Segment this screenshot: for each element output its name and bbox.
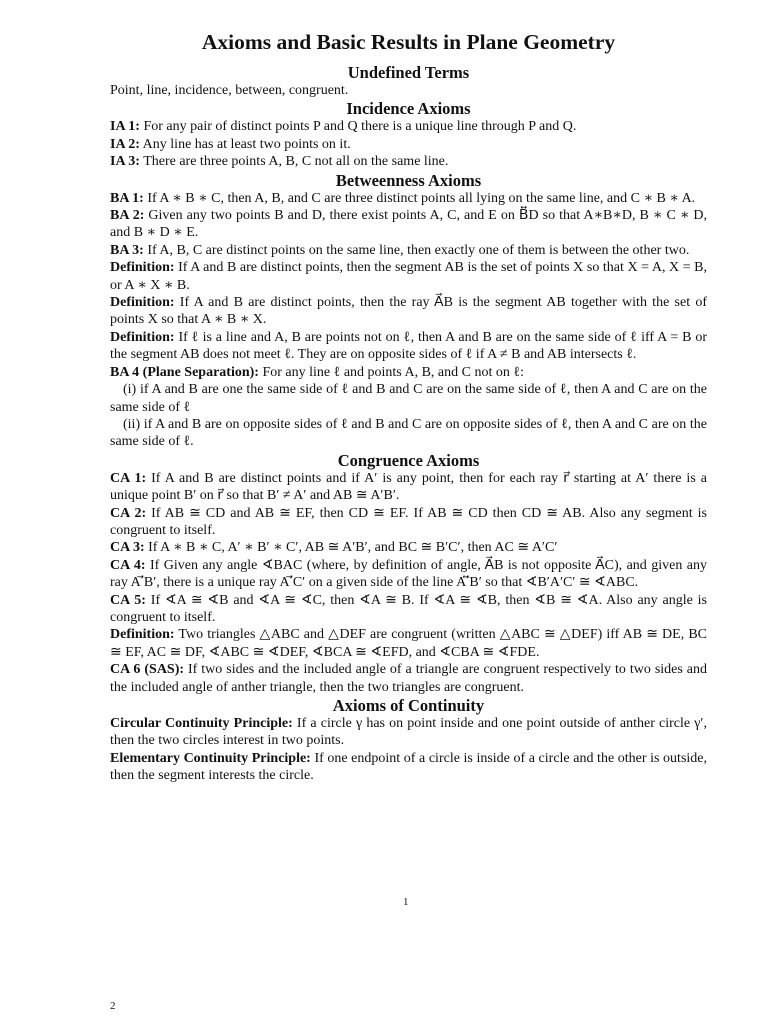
paragraph-label: BA 1: — [110, 190, 144, 206]
paragraph-text: If Given any angle ∢BAC (where, by definition of angle, A⃗B is not opposite A⃗C), and given any ray A′⃗B′, there is a unique ray A′⃗C′ on a given side of the line A′⃡B′ so that ∢B′A′C′ ≅ ∢ABC. — [110, 557, 707, 591]
paragraph-text: If A and B are distinct points and if A′ is any point, then for each ray r⃗ starting at A′ there is a unique point B′ on r⃗ so that B′ ≠ A′ and AB ≅ A′B′. — [110, 470, 707, 504]
section-heading: Betweenness Axioms — [335, 170, 482, 190]
paragraph-label: CA 4: — [110, 557, 146, 573]
paragraph-label: CA 6 (SAS): — [110, 662, 185, 678]
labeled-paragraph — [110, 118, 707, 135]
paragraph-label: CA 1: — [110, 470, 147, 486]
labeled-paragraph — [110, 329, 707, 364]
section-heading: Axioms of Continuity — [332, 696, 485, 715]
labeled-paragraph — [110, 242, 707, 259]
labeled-paragraph — [110, 539, 707, 556]
paragraph-text: If A and B are distinct points, then the ray A⃗B is the segment AB together with the set of points X so that A ∗ B ∗ X. — [110, 295, 707, 328]
paragraph-text: Given any two points B and D, there exist points A, C, and E on B⃡D so that A∗B∗D, B ∗ C ∗ D, and B ∗ D ∗ E. — [110, 208, 708, 241]
paragraph — [110, 82, 707, 99]
labeled-paragraph — [110, 207, 707, 242]
paragraph-label: IA 2: — [110, 136, 140, 152]
labeled-paragraph — [110, 750, 707, 785]
paragraph — [110, 381, 707, 416]
labeled-paragraph — [110, 470, 707, 505]
labeled-paragraph — [110, 505, 707, 540]
labeled-paragraph — [110, 715, 707, 750]
paragraph-text: If A and B are distinct points, then the segment AB is the set of points X so that X = A, X = B, or A ∗ X ∗ B. — [110, 260, 707, 293]
paragraph-text: Two triangles △ABC and △DEF are congruent (written △ABC ≅ △DEF) iff AB ≅ DE, BC ≅ EF, AC ≅ DF, ∢ABC ≅ ∢DEF, ∢BCA ≅ ∢EFD, and ∢CBA ≅ ∢FDE. — [110, 627, 707, 660]
paragraph-label: IA 3: — [110, 154, 140, 170]
page-number-inner: 1 — [403, 896, 409, 908]
paragraph-text: If two sides and the included angle of a triangle are congruent respectively to two sides and the included angle of anther triangle, then the two triangles are congruent. — [110, 662, 707, 695]
paragraph-text: There are three points A, B, C not all on the same line. — [139, 154, 449, 170]
paragraph-text: If ℓ is a line and A, B are points not on ℓ, then A and B are on the same side of ℓ iff A = B or the segment AB does not meet ℓ. They are on opposite sides of ℓ if A ≠ B and AB intersects ℓ. — [110, 329, 707, 363]
page-number-outer: 2 — [110, 1000, 116, 1012]
paragraph-text: If a circle γ has on point inside and one point outside of anther circle γ′, then the two circles interest in two points. — [110, 716, 707, 749]
labeled-paragraph — [110, 626, 707, 661]
paragraph-text: If A ∗ B ∗ C, then A, B, and C are three distinct points all lying on the same line, and C ∗ B ∗ A. — [143, 190, 696, 206]
paragraph-label: BA 4 (Plane Separation): — [110, 364, 259, 380]
labeled-paragraph — [110, 294, 707, 329]
paragraph-text: If AB ≅ CD and AB ≅ EF, then CD ≅ EF. If AB ≅ CD then CD ≅ AB. Also any segment is congruent to itself. — [110, 505, 707, 538]
labeled-paragraph — [110, 136, 707, 153]
paragraph-label: BA 3: — [110, 242, 144, 258]
section-heading: Undefined Terms — [347, 63, 470, 82]
paragraph-label: CA 3: — [110, 540, 145, 556]
labeled-paragraph — [110, 592, 707, 627]
paragraph-label: Definition: — [110, 329, 175, 345]
labeled-paragraph — [110, 259, 707, 294]
paragraph-label: IA 1: — [110, 119, 140, 135]
page-title: Axioms and Basic Results in Plane Geometry — [201, 30, 616, 54]
document-page — [110, 28, 707, 785]
section-heading: Incidence Axioms — [346, 99, 471, 119]
section-heading: Congruence Axioms — [337, 450, 480, 470]
paragraph-text: If one endpoint of a circle is inside of a circle and the other is outside, then the segment interests the circle. — [110, 750, 707, 784]
paragraph-text: If ∢A ≅ ∢B and ∢A ≅ ∢C, then ∢A ≅ B. If ∢A ≅ ∢B, then ∢B ≅ ∢A. Also any angle is congruent to itself. — [110, 592, 707, 625]
paragraph-label: Elementary Continuity Principle: — [110, 750, 311, 766]
paragraph-label: BA 2: — [110, 208, 145, 224]
paragraph-label: Definition: — [110, 295, 175, 311]
paragraph-label: Definition: — [110, 627, 175, 643]
paragraph-text: For any pair of distinct points P and Q there is a unique line through P and Q. — [139, 119, 577, 135]
paragraph-text: Point, line, incidence, between, congruent. — [110, 83, 349, 98]
paragraph-text: If A, B, C are distinct points on the same line, then exactly one of them is between the other two. — [143, 242, 690, 258]
paragraph-label: Circular Continuity Principle: — [110, 716, 293, 731]
paragraph-label: CA 2: — [110, 505, 147, 521]
labeled-paragraph — [110, 364, 707, 381]
paragraph — [110, 416, 707, 451]
labeled-paragraph — [110, 557, 707, 592]
labeled-paragraph — [110, 190, 707, 207]
labeled-paragraph — [110, 661, 707, 696]
labeled-paragraph — [110, 153, 707, 170]
paragraph-text: For any line ℓ and points A, B, and C not on ℓ: — [258, 364, 524, 380]
paragraph-label: Definition: — [110, 260, 175, 276]
paragraph-text: (ii) if A and B are on opposite sides of ℓ and B and C are on opposite sides of ℓ, then A and C are on the same side of ℓ. — [110, 416, 707, 450]
paragraph-label: CA 5: — [110, 592, 146, 608]
paragraph-text: (i) if A and B are one the same side of ℓ and B and C are on the same side of ℓ, then A and C are on the same side of ℓ — [110, 382, 707, 415]
paragraph-text: Any line has at least two points on it. — [139, 136, 351, 152]
sections-container — [110, 63, 707, 785]
paragraph-text: If A ∗ B ∗ C, A′ ∗ B′ ∗ C′, AB ≅ A′B′, and BC ≅ B′C′, then AC ≅ A′C′ — [144, 540, 558, 556]
